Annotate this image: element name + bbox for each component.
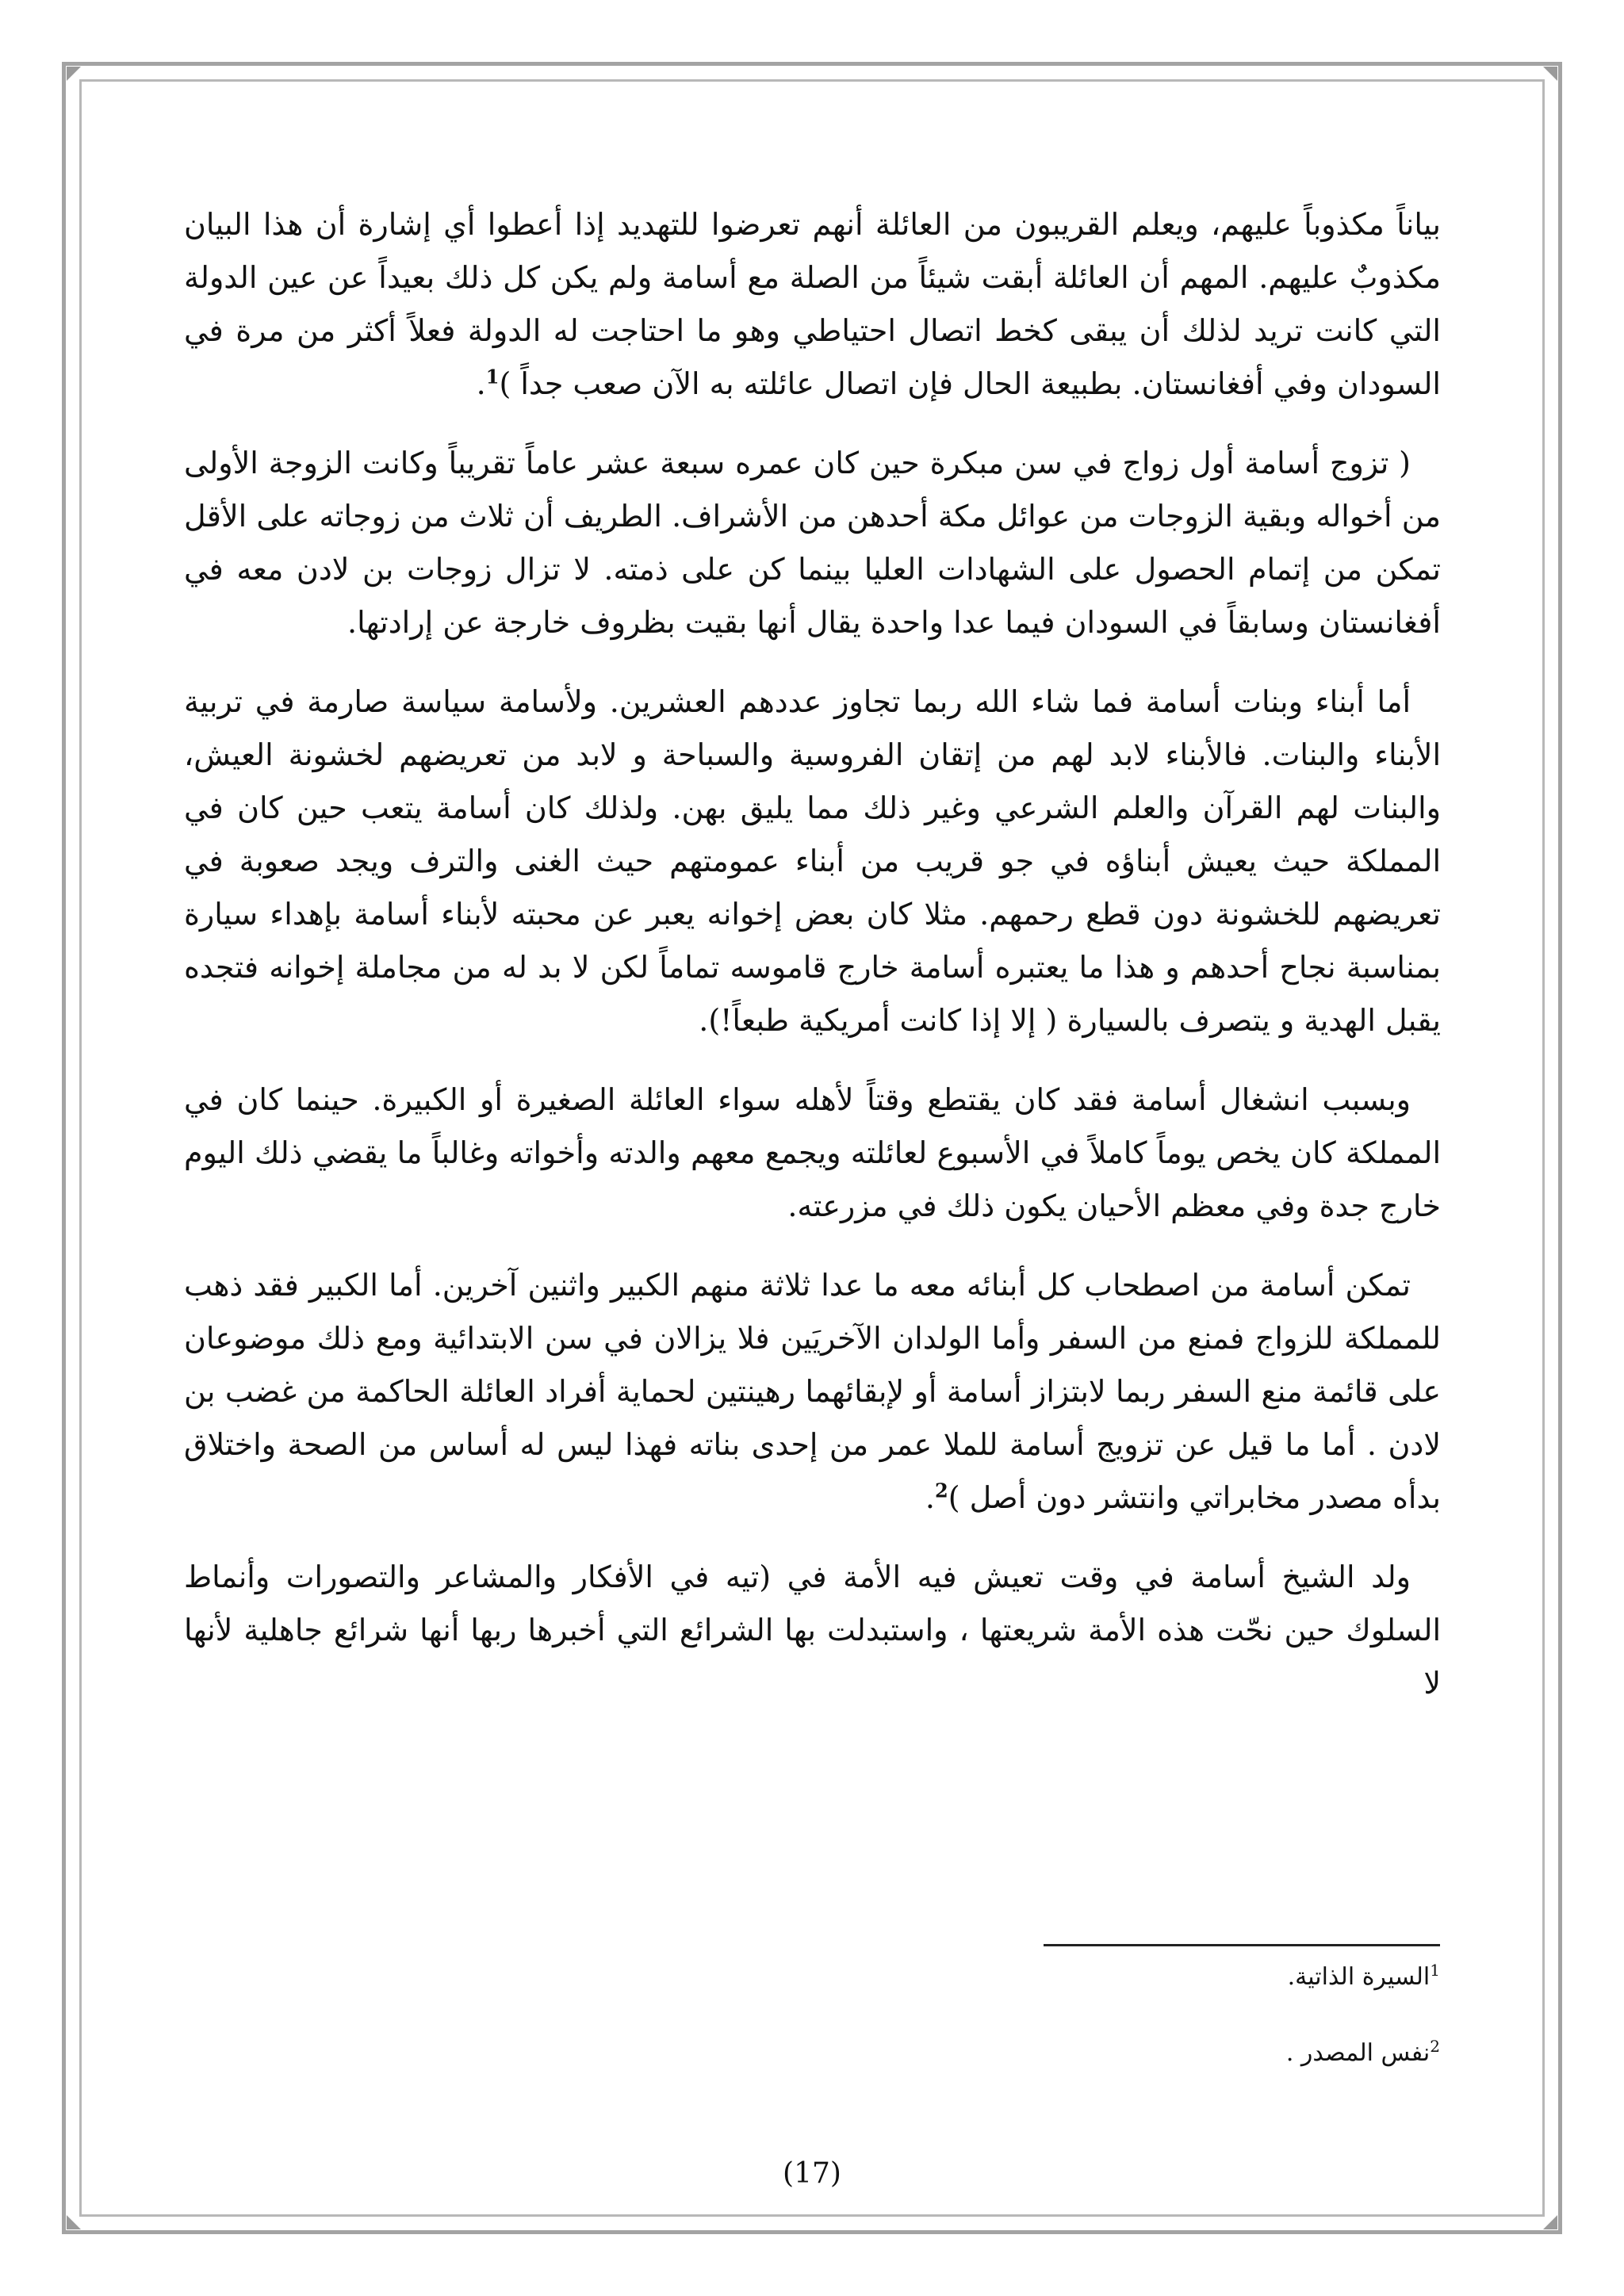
paragraph [184, 437, 1441, 649]
paragraph [184, 198, 1441, 411]
footnote-number: 1 [1430, 1961, 1440, 1980]
paragraph-text: وبسبب انشغال أسامة فقد كان يقتطع وقتاً لأهله سواء العائلة الصغيرة أو الكبيرة. حينما كان في المملكة كان يخص يوماً كاملاً في الأسبوع لعائلته ويجمع معهم والدته وأخواته وغالباً ما يقضي ذلك اليوم خارج جدة وفي معظم الأحيان يكون ذلك في مزرعته. [184, 1082, 1441, 1223]
paragraph-text: تمكن أسامة من اصطحاب كل أبنائه معه ما عدا ثلاثة منهم الكبير واثنين آخرين. أما الكبير فقد ذهب للمملكة للزواج فمنع من السفر وأما الولدان الآخريَين فلا يزالان في سن الابتدائية ومع ذلك موضوعان على قائمة منع السفر ربما لابتزاز أسامة أو لإبقائهما رهينتين لحماية أفراد العائلة الحاكمة من غضب بن لادن . أما ما قيل عن تزويج أسامة للملا عمر من إحدى بناته فهذا ليس له أساس من الصحة واختلاق بدأه مصدر مخابراتي وانتشر دون أصل ) [184, 1268, 1441, 1515]
footnote-item [726, 1960, 1440, 1995]
paragraph-text: ولد الشيخ أسامة في وقت تعيش فيه الأمة في (تيه في الأفكار والمشاعر والتصورات وأنماط السلوك حين نحّت هذه الأمة شريعتها ، واستبدلت بها الشرائع التي أخبرها ربها أنها شرائع جاهلية لأنها لا [184, 1559, 1441, 1701]
border-corner-ornament [1543, 2215, 1557, 2229]
footnote-text: نفس المصدر . [1285, 2039, 1431, 2067]
footnote-separator [1044, 1944, 1440, 1946]
paragraph-text: بياناً مكذوباً عليهم، ويعلم القريبون من العائلة أنهم تعرضوا للتهديد إذا أعطوا أي إشارة أن هذا البيان مكذوبٌ عليهم. المهم أن العائلة أبقت شيئاً من الصلة مع أسامة ولم يكن كل ذلك بعيداً عن عين الدولة التي كانت تريد لذلك أن يبقى كخط اتصال احتياطي وهو ما احتاجت له الدولة فعلاً أكثر من مرة في السودان وفي أفغانستان. بطبيعة الحال فإن اتصال عائلته به الآن صعب جداً ) [184, 207, 1441, 401]
footnote-ref[interactable]: 1 [485, 365, 500, 388]
paragraph [184, 1073, 1441, 1233]
footnote-number: 2 [1430, 2037, 1440, 2056]
paragraph [184, 1551, 1441, 1710]
footnote-item [726, 2036, 1440, 2071]
paragraph-text: ( تزوج أسامة أول زواج في سن مبكرة حين كان عمره سبعة عشر عاماً تقريباً وكانت الزوجة الأولى من أخواله وبقية الزوجات من عوائل مكة أحدهن من الأشراف. الطريف أن ثلاث من زوجاته على الأقل تمكن من إتمام الحصول على الشهادات العليا بينما كن على ذمته. لا تزال زوجات بن لادن معه في أفغانستان وسابقاً في السودان فيما عدا واحدة يقال أنها بقيت بظروف خارجة عن إرادتها. [184, 446, 1441, 640]
paragraph-tail: . [476, 366, 486, 401]
paragraph [184, 675, 1441, 1047]
paragraph-tail: . [925, 1480, 935, 1515]
border-corner-ornament [1543, 67, 1557, 81]
body-text [184, 198, 1441, 1736]
paragraph-text: أما أبناء وبنات أسامة فما شاء الله ربما تجاوز عددهم العشرين. ولأسامة سياسة صارمة في تربية الأبناء والبنات. فالأبناء لابد لهم من إتقان الفروسية والسباحة و لابد من تعريضهم لخشونة العيش، والبنات لهم القرآن والعلم الشرعي وغير ذلك مما يليق بهن. ولذلك كان أسامة يتعب حين كان في المملكة حيث يعيش أبناؤه في جو قريب من أبناء عمومتهم حيث الغنى والترف ويجد صعوبة في تعريضهم للخشونة دون قطع رحمهم. مثلا كان بعض إخوانه يعبر عن محبته لأبناء أسامة بإهداء سيارة بمناسبة نجاح أحدهم و هذا ما يعتبره أسامة خارج قاموسه تماماً لكن لا بد له من مجاملة إخوانه فتجده يقبل الهدية و يتصرف بالسيارة ( إلا إذا كانت أمريكية طبعاً!). [184, 684, 1441, 1038]
footnote-text: السيرة الذاتية. [1287, 1963, 1431, 1991]
border-corner-ornament [67, 2215, 81, 2229]
border-corner-ornament [67, 67, 81, 81]
footnotes [726, 1960, 1440, 2112]
page-number: (17) [783, 2157, 841, 2190]
paragraph [184, 1259, 1441, 1525]
footnote-ref[interactable]: 2 [934, 1479, 948, 1502]
